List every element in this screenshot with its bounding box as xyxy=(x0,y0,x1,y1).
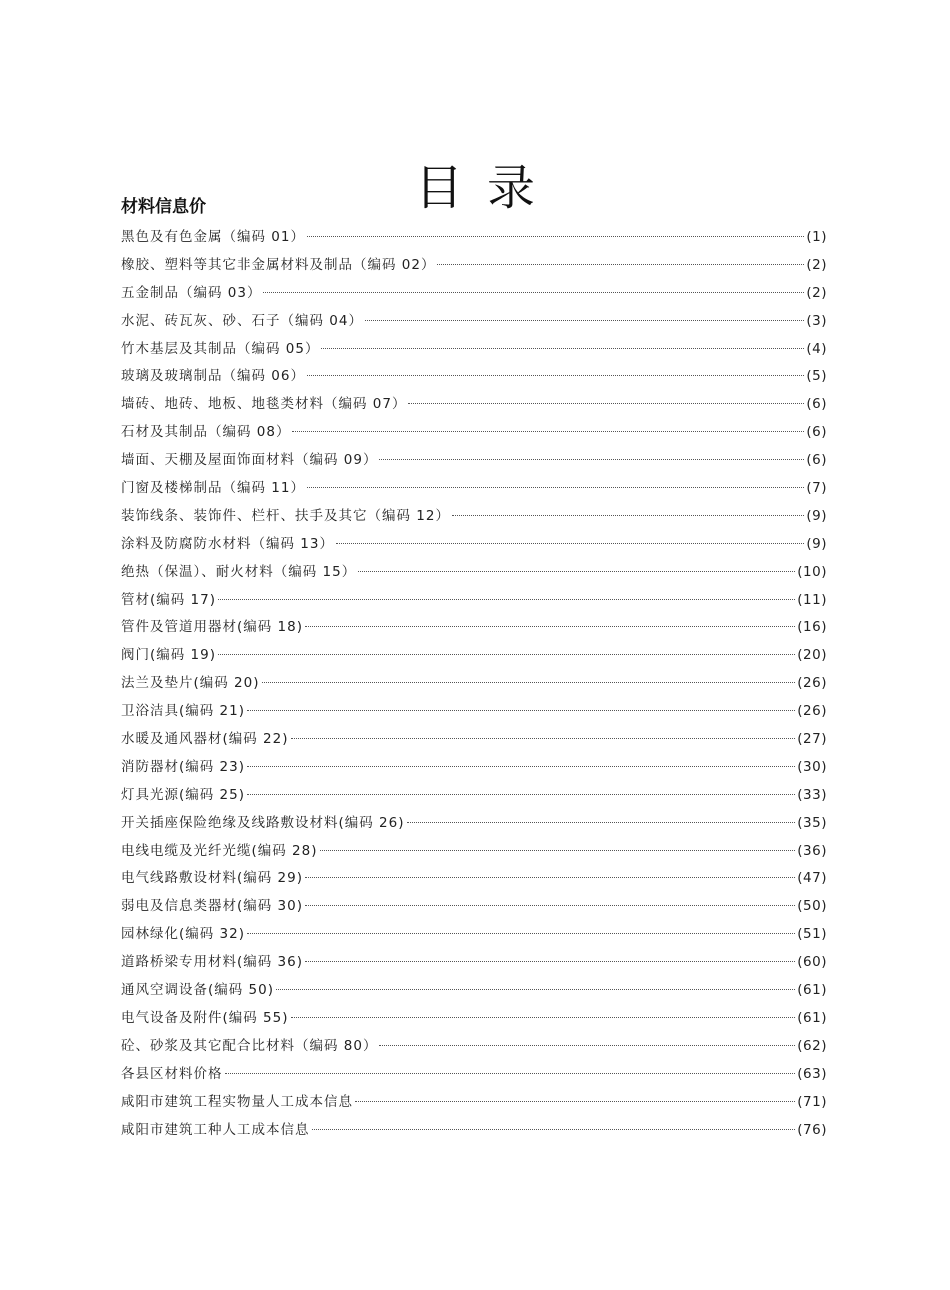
toc-entry-32-landscaping[interactable] xyxy=(121,921,827,949)
toc-entry-13-coatings-waterproofing[interactable] xyxy=(121,531,827,559)
toc-entry-label: 五金制品（编码 03） xyxy=(121,284,262,301)
dot-leader xyxy=(247,709,795,711)
toc-entry-07-tiles-flooring[interactable] xyxy=(121,391,827,419)
toc-page-number: (62) xyxy=(797,1037,827,1054)
toc-entry-label: 弱电及信息类器材(编码 30) xyxy=(121,898,304,915)
toc-page-number: (16) xyxy=(797,619,827,636)
toc-entry-label: 水暖及通风器材(编码 22) xyxy=(121,731,289,748)
toc-page-number: (47) xyxy=(797,870,827,887)
toc-page-number: (20) xyxy=(797,647,827,664)
toc-entry-20-flanges-gaskets[interactable] xyxy=(121,670,827,698)
toc-entry-label: 涂料及防腐防水材料（编码 13） xyxy=(121,535,334,552)
toc-entry-label: 电气线路敷设材料(编码 29) xyxy=(121,870,304,887)
dot-leader xyxy=(355,1100,795,1102)
toc-page-number: (6) xyxy=(806,396,827,413)
toc-entry-26-switches-sockets[interactable] xyxy=(121,810,827,838)
toc-entry-04-cement-sand-stone[interactable] xyxy=(121,308,827,336)
toc-entry-label: 橡胶、塑料等其它非金属材料及制品（编码 02） xyxy=(121,256,436,273)
dot-leader xyxy=(305,960,795,962)
toc-entry-01-ferrous-metals[interactable] xyxy=(121,224,827,252)
toc-entry-county-prices[interactable] xyxy=(121,1061,827,1089)
dot-leader xyxy=(379,1044,795,1046)
toc-page-number: (3) xyxy=(806,312,827,329)
toc-entry-label: 装饰线条、装饰件、栏杆、扶手及其它（编码 12） xyxy=(121,507,450,524)
toc-entry-label: 阀门(编码 19) xyxy=(121,647,217,664)
toc-page-number: (5) xyxy=(806,368,827,385)
section-heading: 材料信息价 xyxy=(121,197,206,217)
toc-entry-15-insulation-refractory[interactable] xyxy=(121,559,827,587)
toc-page-number: (9) xyxy=(806,535,827,552)
dot-leader xyxy=(452,514,804,516)
toc-page-number: (7) xyxy=(806,480,827,497)
toc-page-number: (51) xyxy=(797,926,827,943)
toc-entry-29-electrical-wiring[interactable] xyxy=(121,865,827,893)
toc-entry-label: 门窗及楼梯制品（编码 11） xyxy=(121,480,305,497)
dot-leader xyxy=(305,625,795,627)
dot-leader xyxy=(262,681,796,683)
toc-entry-label: 管材(编码 17) xyxy=(121,591,217,608)
toc-entry-23-fire-equipment[interactable] xyxy=(121,754,827,782)
toc-page-number: (26) xyxy=(797,703,827,720)
toc-page-number: (71) xyxy=(797,1093,827,1110)
toc-page-number: (2) xyxy=(806,284,827,301)
dot-leader xyxy=(320,849,796,851)
toc-page-number: (61) xyxy=(797,1009,827,1026)
toc-entry-18-pipe-fittings[interactable] xyxy=(121,614,827,642)
dot-leader xyxy=(305,876,795,878)
dot-leader xyxy=(276,988,795,990)
toc-page-number: (27) xyxy=(797,731,827,748)
toc-page-number: (60) xyxy=(797,954,827,971)
toc-entry-label: 砼、砂浆及其它配合比材料（编码 80） xyxy=(121,1037,378,1054)
toc-entry-label: 咸阳市建筑工种人工成本信息 xyxy=(121,1121,310,1138)
toc-entry-label: 各县区材料价格 xyxy=(121,1065,223,1082)
dot-leader xyxy=(336,542,804,544)
toc-entry-label: 玻璃及玻璃制品（编码 06） xyxy=(121,368,305,385)
toc-page-number: (76) xyxy=(797,1121,827,1138)
toc-entry-label: 墙砖、地砖、地板、地毯类材料（编码 07） xyxy=(121,396,407,413)
toc-page-number: (6) xyxy=(806,424,827,441)
dot-leader xyxy=(247,932,795,934)
dot-leader xyxy=(291,737,796,739)
toc-entry-label: 通风空调设备(编码 50) xyxy=(121,982,275,999)
toc-page-number: (63) xyxy=(797,1065,827,1082)
toc-entry-label: 道路桥梁专用材料(编码 36) xyxy=(121,954,304,971)
toc-entry-28-cables-fiber[interactable] xyxy=(121,838,827,866)
toc-entry-label: 绝热（保温）、耐火材料（编码 15） xyxy=(121,563,357,580)
dot-leader xyxy=(365,319,804,321)
toc-entry-label: 黑色及有色金属（编码 01） xyxy=(121,229,305,245)
toc-entry-label: 竹木基层及其制品（编码 05） xyxy=(121,340,320,357)
toc-entry-label: 灯具光源(编码 25) xyxy=(121,786,246,803)
dot-leader xyxy=(291,1016,796,1018)
toc-entry-label: 管件及管道用器材(编码 18) xyxy=(121,619,304,636)
toc-entry-label: 园林绿化(编码 32) xyxy=(121,926,246,943)
toc-entry-label: 墙面、天棚及屋面饰面材料（编码 09） xyxy=(121,452,378,469)
toc-page-number: (2) xyxy=(806,256,827,273)
page-title: 目录 xyxy=(414,160,559,217)
toc-entry-label: 石材及其制品（编码 08） xyxy=(121,424,291,441)
toc-entry-label: 电气设备及附件(编码 55) xyxy=(121,1009,289,1026)
toc-page-number: (4) xyxy=(806,340,827,357)
toc-entry-06-glass[interactable] xyxy=(121,363,827,391)
toc-entry-label: 法兰及垫片(编码 20) xyxy=(121,675,260,692)
dot-leader xyxy=(247,793,795,795)
toc-page-number: (35) xyxy=(797,814,827,831)
toc-entry-05-bamboo-wood[interactable] xyxy=(121,336,827,364)
toc-entry-09-wall-ceiling-finishes[interactable] xyxy=(121,447,827,475)
dot-leader xyxy=(263,291,804,293)
dot-leader xyxy=(312,1128,796,1130)
dot-leader xyxy=(321,347,804,349)
toc-page-number: (36) xyxy=(797,842,827,859)
toc-entry-30-low-voltage-it[interactable] xyxy=(121,893,827,921)
toc-page-number: (6) xyxy=(806,452,827,469)
toc-entry-19-valves[interactable] xyxy=(121,642,827,670)
dot-leader xyxy=(218,598,795,600)
toc-page-number: (30) xyxy=(797,758,827,775)
toc-entry-label: 咸阳市建筑工程实物量人工成本信息 xyxy=(121,1093,353,1110)
dot-leader xyxy=(292,430,804,432)
toc-page-number: (33) xyxy=(797,786,827,803)
toc-entry-22-heating-ventilation[interactable] xyxy=(121,726,827,754)
toc-entry-12-decorative-trim[interactable] xyxy=(121,503,827,531)
toc-entry-labor-cost-trades[interactable] xyxy=(121,1117,827,1145)
toc-entry-03-hardware[interactable] xyxy=(121,280,827,308)
toc-entry-label: 消防器材(编码 23) xyxy=(121,758,246,775)
toc-entry-21-sanitary-ware[interactable] xyxy=(121,698,827,726)
toc-entry-label: 卫浴洁具(编码 21) xyxy=(121,703,246,720)
dot-leader xyxy=(225,1072,796,1074)
dot-leader xyxy=(307,486,804,488)
toc-entry-80-concrete-mortar[interactable] xyxy=(121,1033,827,1061)
dot-leader xyxy=(408,402,804,404)
dot-leader xyxy=(307,374,804,376)
toc-page-number: (1) xyxy=(806,229,827,245)
toc-entry-36-road-bridge[interactable] xyxy=(121,949,827,977)
toc-page-number: (9) xyxy=(806,507,827,524)
toc-page-number: (50) xyxy=(797,898,827,915)
toc-entry-50-hvac-equipment[interactable] xyxy=(121,977,827,1005)
toc-page-number: (11) xyxy=(797,591,827,608)
dot-leader xyxy=(407,821,796,823)
toc-page-number: (10) xyxy=(797,563,827,580)
dot-leader xyxy=(358,570,795,572)
table-of-contents xyxy=(121,224,827,1144)
toc-entry-55-electrical-equipment[interactable] xyxy=(121,1005,827,1033)
toc-entry-label: 水泥、砖瓦灰、砂、石子（编码 04） xyxy=(121,312,363,329)
dot-leader xyxy=(247,765,795,767)
toc-entry-17-pipes[interactable] xyxy=(121,587,827,615)
dot-leader xyxy=(218,653,795,655)
toc-entry-08-stone[interactable] xyxy=(121,419,827,447)
toc-page-number: (61) xyxy=(797,982,827,999)
dot-leader xyxy=(379,458,804,460)
toc-entry-11-doors-windows-stairs[interactable] xyxy=(121,475,827,503)
dot-leader xyxy=(307,235,804,237)
dot-leader xyxy=(437,263,804,265)
toc-entry-25-lighting[interactable] xyxy=(121,782,827,810)
toc-entry-02-rubber-plastics[interactable] xyxy=(121,252,827,280)
toc-entry-labor-cost-quantity[interactable] xyxy=(121,1089,827,1117)
toc-entry-label: 开关插座保险绝缘及线路敷设材料(编码 26) xyxy=(121,814,405,831)
toc-entry-label: 电线电缆及光纤光缆(编码 28) xyxy=(121,842,318,859)
dot-leader xyxy=(305,904,795,906)
toc-page-number: (26) xyxy=(797,675,827,692)
